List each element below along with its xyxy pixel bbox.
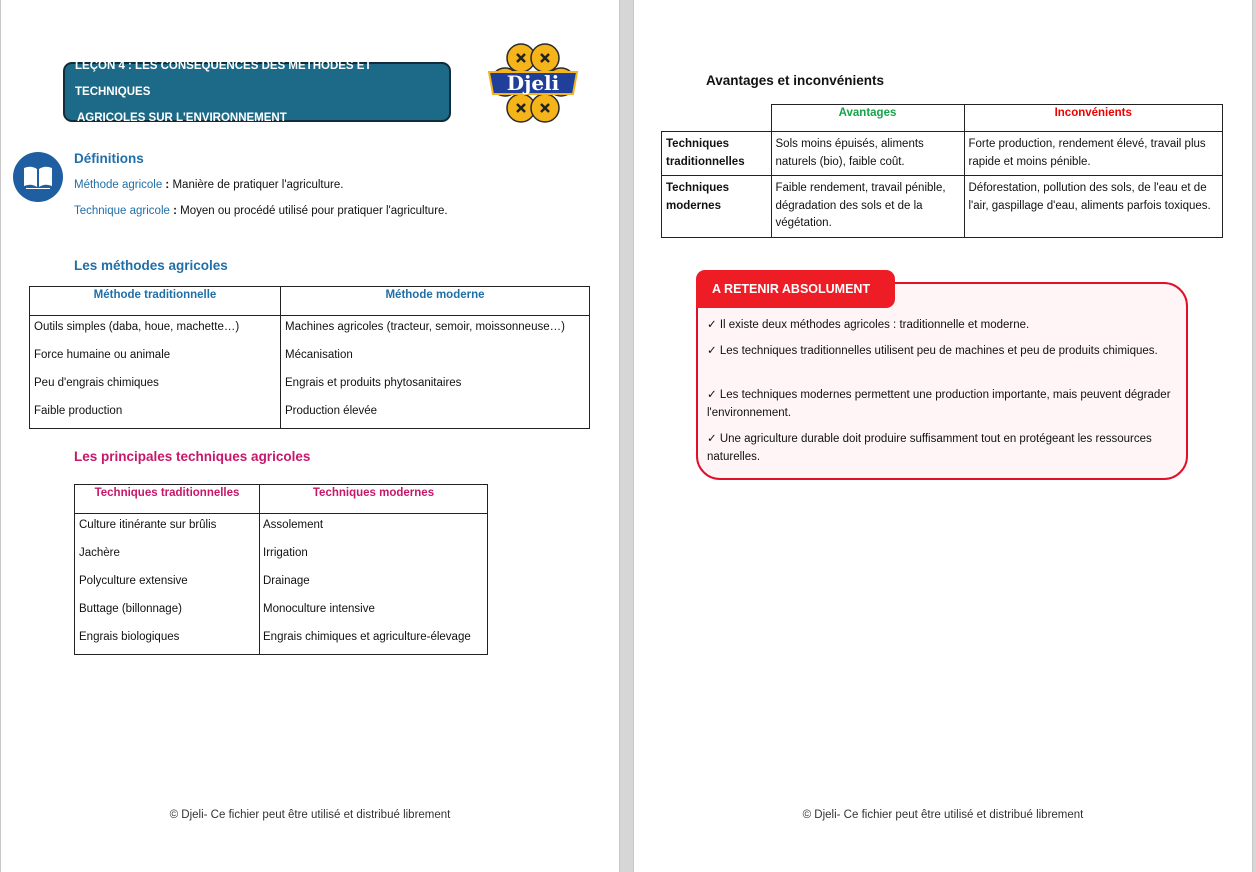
traditional-methods-cell: Outils simples (daba, houe, machette…) Force humaine ou animale Peu d'engrais chimiques Faible production xyxy=(30,316,281,429)
pros-cons-table xyxy=(661,104,1223,238)
lesson-title-banner xyxy=(63,62,451,122)
document-page-1 xyxy=(1,0,619,872)
disadvantages-cell: Forte production, rendement élevé, travail plus rapide et moins pénible. xyxy=(964,132,1223,176)
pros-cons-heading: Avantages et inconvénients xyxy=(706,73,885,88)
row-label: Techniques traditionnelles xyxy=(662,132,772,176)
methods-table xyxy=(29,286,590,429)
disadvantages-cell: Déforestation, pollution des sols, de l'eau et de l'air, gaspillage d'eau, aliments parfois toxiques. xyxy=(964,176,1223,238)
row-label: Techniques modernes xyxy=(662,176,772,238)
column-header: Méthode traditionnelle xyxy=(30,287,281,316)
retain-item: ✓ Les techniques traditionnelles utilisent peu de machines et peu de produits chimiques. xyxy=(707,345,1158,357)
definition-item: Technique agricole : Moyen ou procédé utilisé pour pratiquer l'agriculture. xyxy=(74,205,448,217)
column-header: Techniques modernes xyxy=(260,485,488,514)
traditional-techniques-cell: Culture itinérante sur brûlis Jachère Polyculture extensive Buttage (billonnage) Engrais biologiques xyxy=(75,514,260,655)
methods-heading: Les méthodes agricoles xyxy=(74,258,228,273)
book-icon xyxy=(13,152,63,202)
column-header: Méthode moderne xyxy=(281,287,590,316)
column-header: Techniques traditionnelles xyxy=(75,485,260,514)
definition-item: Méthode agricole : Manière de pratiquer l'agriculture. xyxy=(74,179,344,191)
retain-item: ✓ Il existe deux méthodes agricoles : traditionnelle et moderne. xyxy=(707,319,1030,331)
lesson-title-line2: AGRICOLES SUR L'ENVIRONNEMENT xyxy=(77,112,287,124)
logo-wordmark: Djeli xyxy=(506,71,560,95)
empty-header-cell xyxy=(662,105,772,132)
definitions-heading: Définitions xyxy=(74,151,144,166)
modern-techniques-cell: Assolement Irrigation Drainage Monoculture intensive Engrais chimiques et agriculture-élevage xyxy=(260,514,488,655)
techniques-table xyxy=(74,484,488,655)
retain-item: ✓ Les techniques modernes permettent une production importante, mais peuvent dégrader l'environnement. xyxy=(707,389,1171,419)
lesson-title-line1: LEÇON 4 : LES CONSÉQUENCES DES MÉTHODES ET TECHNIQUES xyxy=(75,60,372,98)
modern-methods-cell: Machines agricoles (tracteur, semoir, moissonneuse…) Mécanisation Engrais et produits phytosanitaires Production élevée xyxy=(281,316,590,429)
page-footer: © Djeli- Ce fichier peut être utilisé et distribué librement xyxy=(802,809,1084,821)
document-page-2 xyxy=(634,0,1252,872)
retain-title: A RETENIR ABSOLUMENT xyxy=(696,270,895,308)
advantages-cell: Faible rendement, travail pénible, dégradation des sols et de la végétation. xyxy=(771,176,964,238)
advantages-cell: Sols moins épuisés, aliments naturels (bio), faible coût. xyxy=(771,132,964,176)
retain-item: ✓ Une agriculture durable doit produire suffisamment tout en protégeant les ressources naturelles. xyxy=(707,433,1152,463)
advantages-header: Avantages xyxy=(771,105,964,132)
page-footer: © Djeli- Ce fichier peut être utilisé et distribué librement xyxy=(169,809,451,821)
techniques-heading: Les principales techniques agricoles xyxy=(74,449,311,464)
djeli-logo xyxy=(483,42,583,126)
disadvantages-header: Inconvénients xyxy=(964,105,1223,132)
